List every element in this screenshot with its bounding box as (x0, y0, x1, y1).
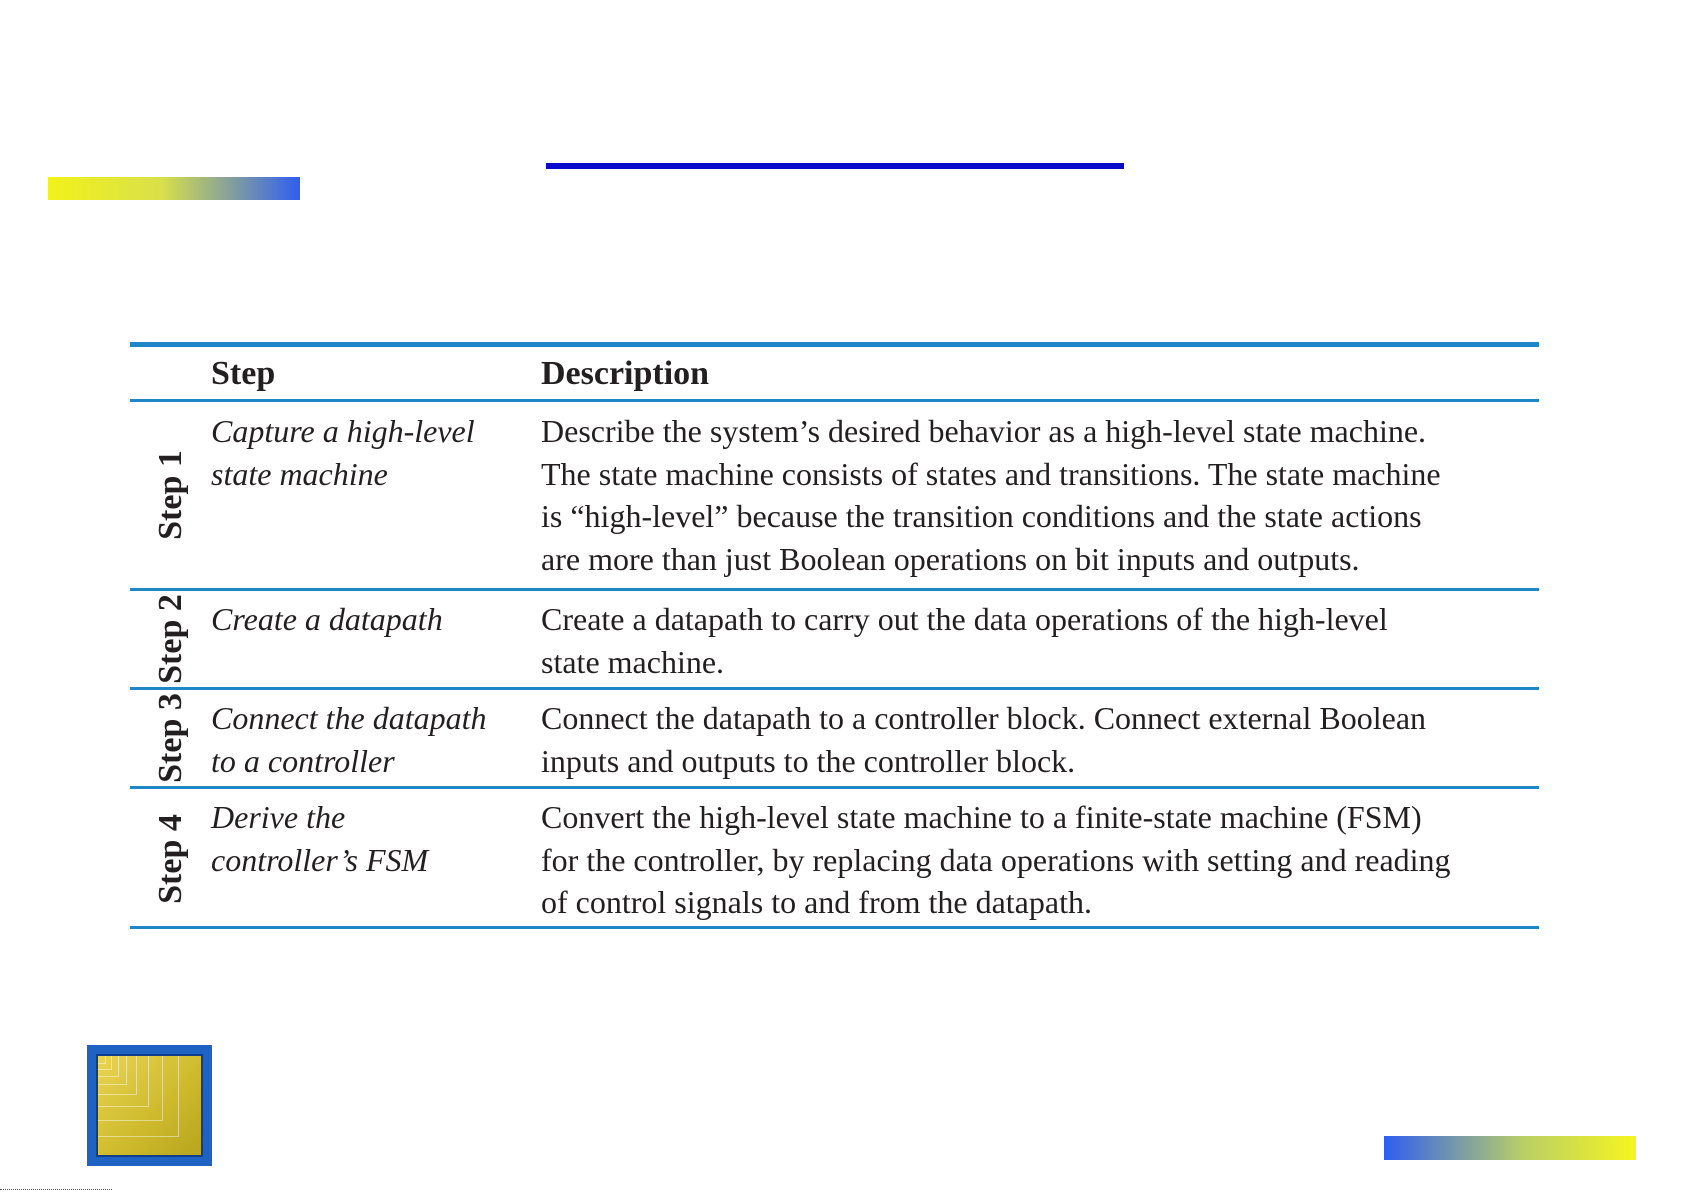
step-label: Step 2 (152, 594, 190, 684)
step-description: Describe the system’s desired behavior as a high-level state machine. The state machine consists of states and transitions. The state machine is “high-level” because the transition conditions and the state actions are more than just Boolean operations on bit inputs and outputs. (541, 413, 1441, 577)
logo-squares-icon (96, 1054, 203, 1157)
decorative-gradient-bar-top (48, 177, 300, 200)
slide-logo (87, 1045, 212, 1166)
step-label: Step 4 (152, 814, 190, 904)
table-top-rule (130, 342, 1539, 347)
column-header-description: Description (541, 355, 710, 392)
step-name: Derive the controller’s FSM (211, 799, 429, 878)
step-label: Step 1 (152, 450, 190, 540)
table-row-step-2 (130, 591, 1539, 687)
title-underline (546, 163, 1124, 169)
step-name: Create a datapath (211, 601, 443, 637)
step-name: Connect the datapath to a controller (211, 700, 487, 779)
table-row-step-3 (130, 690, 1539, 786)
step-description: Connect the datapath to a controller block. Connect external Boolean inputs and outputs to the controller block. (541, 700, 1427, 779)
column-header-step: Step (211, 355, 276, 392)
table-row-step-4 (130, 789, 1539, 929)
step-name: Capture a high-level state machine (211, 413, 475, 492)
table-row-step-1 (130, 402, 1539, 588)
step-label: Step 3 (152, 693, 190, 783)
table-bottom-rule (130, 926, 1539, 929)
step-description: Create a datapath to carry out the data operations of the high-level state machine. (541, 601, 1388, 680)
decorative-gradient-bar-bottom (1384, 1136, 1636, 1160)
step-description: Convert the high-level state machine to a finite-state machine (FSM) for the controller, by replacing data operations with setting and reading of control signals to and from the datapath. (541, 799, 1451, 920)
